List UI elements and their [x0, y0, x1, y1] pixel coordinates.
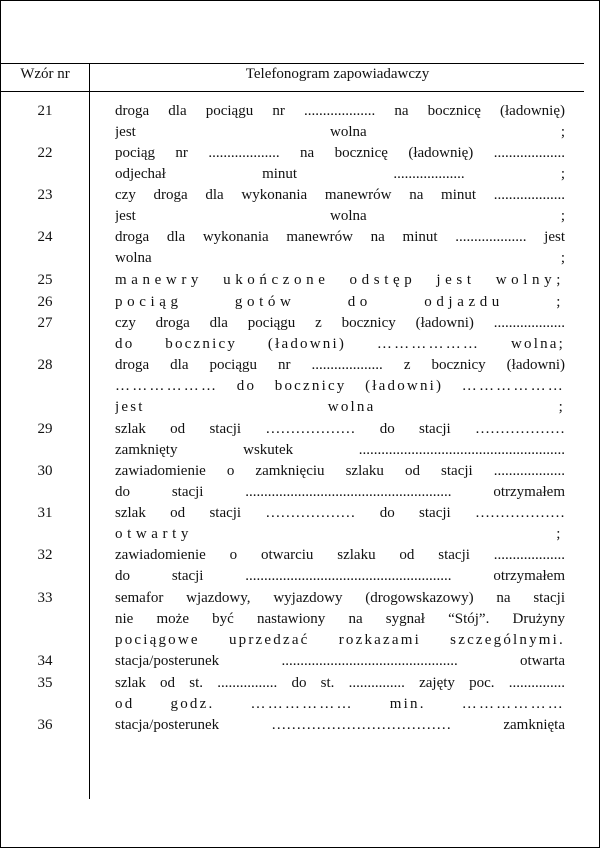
row-text-line: droga dla pociągu nr ................... na bocznicę (ładownię)	[115, 103, 565, 119]
row-text-line: droga dla wykonania manewrów na minut ................... jest	[115, 229, 565, 245]
table-row	[115, 227, 565, 269]
table-row	[115, 461, 565, 503]
row-text-line: pociąg nr ................... na bocznicę (ładownię) ...................	[115, 145, 565, 161]
row-number: 22	[37, 145, 53, 161]
table-row	[115, 270, 565, 291]
row-text-line: do bocznicy (ładowni) ……………… wolna;	[115, 336, 565, 352]
column-header-nr: Wzór nr	[20, 66, 70, 82]
row-text-line: otwarty ;	[115, 526, 565, 542]
row-text-line: zawiadomienie o zamknięciu szlaku od stacji ...................	[115, 463, 565, 479]
table-row	[115, 355, 565, 418]
row-text-line: jest wolna ;	[115, 124, 565, 140]
row-text-line: ……………… do bocznicy (ładowni) ………………	[115, 378, 565, 394]
row-number: 32	[37, 547, 53, 563]
table-row	[115, 715, 565, 736]
row-text-line: stacja/posterunek ............................................... otwarta	[115, 653, 565, 669]
column-header-title: Telefonogram zapowiadawczy	[245, 66, 430, 82]
row-number: 21	[37, 103, 53, 119]
table-column-divider	[89, 63, 90, 799]
row-text-line: pociąg gotów do odjazdu ;	[115, 294, 565, 310]
table-row	[115, 673, 565, 715]
row-number: 31	[37, 505, 53, 521]
row-text-line: szlak od stacji ……………… do stacji ………………	[115, 505, 565, 521]
row-number: 36	[37, 717, 53, 733]
row-text-line: droga dla pociągu nr ................... z bocznicy (ładowni)	[115, 357, 565, 373]
table-row	[115, 545, 565, 587]
row-text-line: czy droga dla pociągu z bocznicy (ładowni) ...................	[115, 315, 565, 331]
row-text-line: pociągowe uprzedzać rozkazami szczególnymi.	[115, 632, 565, 648]
table-row	[115, 292, 565, 313]
row-number: 27	[37, 315, 53, 331]
row-text-line: szlak od stacji ……………… do stacji ………………	[115, 421, 565, 437]
row-number: 34	[37, 653, 53, 669]
row-text-line: od godz. ……………… min. ………………	[115, 696, 565, 712]
row-text-line: do stacji ....................................................... otrzymałem	[115, 484, 565, 500]
row-text-line: wolna ;	[115, 250, 565, 266]
table-row	[115, 419, 565, 461]
row-text-line: jest wolna ;	[115, 399, 565, 415]
row-text-line: stacja/posterunek ……………………………… zamknięta	[115, 717, 565, 733]
row-number: 29	[37, 421, 53, 437]
row-number: 33	[37, 590, 53, 606]
row-number: 26	[37, 294, 53, 310]
row-number: 35	[37, 675, 53, 691]
row-text-line: manewry ukończone odstęp jest wolny;	[115, 272, 565, 288]
table-row	[115, 313, 565, 355]
table-row	[115, 651, 565, 672]
row-number: 28	[37, 357, 53, 373]
table-row	[115, 588, 565, 651]
table-row	[115, 503, 565, 545]
table-row	[115, 143, 565, 185]
row-text-line: semafor wjazdowy, wyjazdowy (drogowskazowy) na stacji	[115, 590, 565, 606]
row-text-line: nie może być nastawiony na sygnał “Stój”. Drużyny	[115, 611, 565, 627]
table-row	[115, 101, 565, 143]
row-text-line: szlak od st. ................ do st. ............... zajęty poc. ...............	[115, 675, 565, 691]
row-text-line: zawiadomienie o otwarciu szlaku od stacji ...................	[115, 547, 565, 563]
row-text-line: do stacji ....................................................... otrzymałem	[115, 568, 565, 584]
row-text-line: zamknięty wskutek .......................................................	[115, 442, 565, 458]
row-number: 23	[37, 187, 53, 203]
row-number: 25	[37, 272, 53, 288]
row-number: 30	[37, 463, 53, 479]
row-text-line: czy droga dla wykonania manewrów na minut ...................	[115, 187, 565, 203]
row-number: 24	[37, 229, 53, 245]
row-text-line: jest wolna ;	[115, 208, 565, 224]
table-row	[115, 185, 565, 227]
row-text-line: odjechał minut ................... ;	[115, 166, 565, 182]
